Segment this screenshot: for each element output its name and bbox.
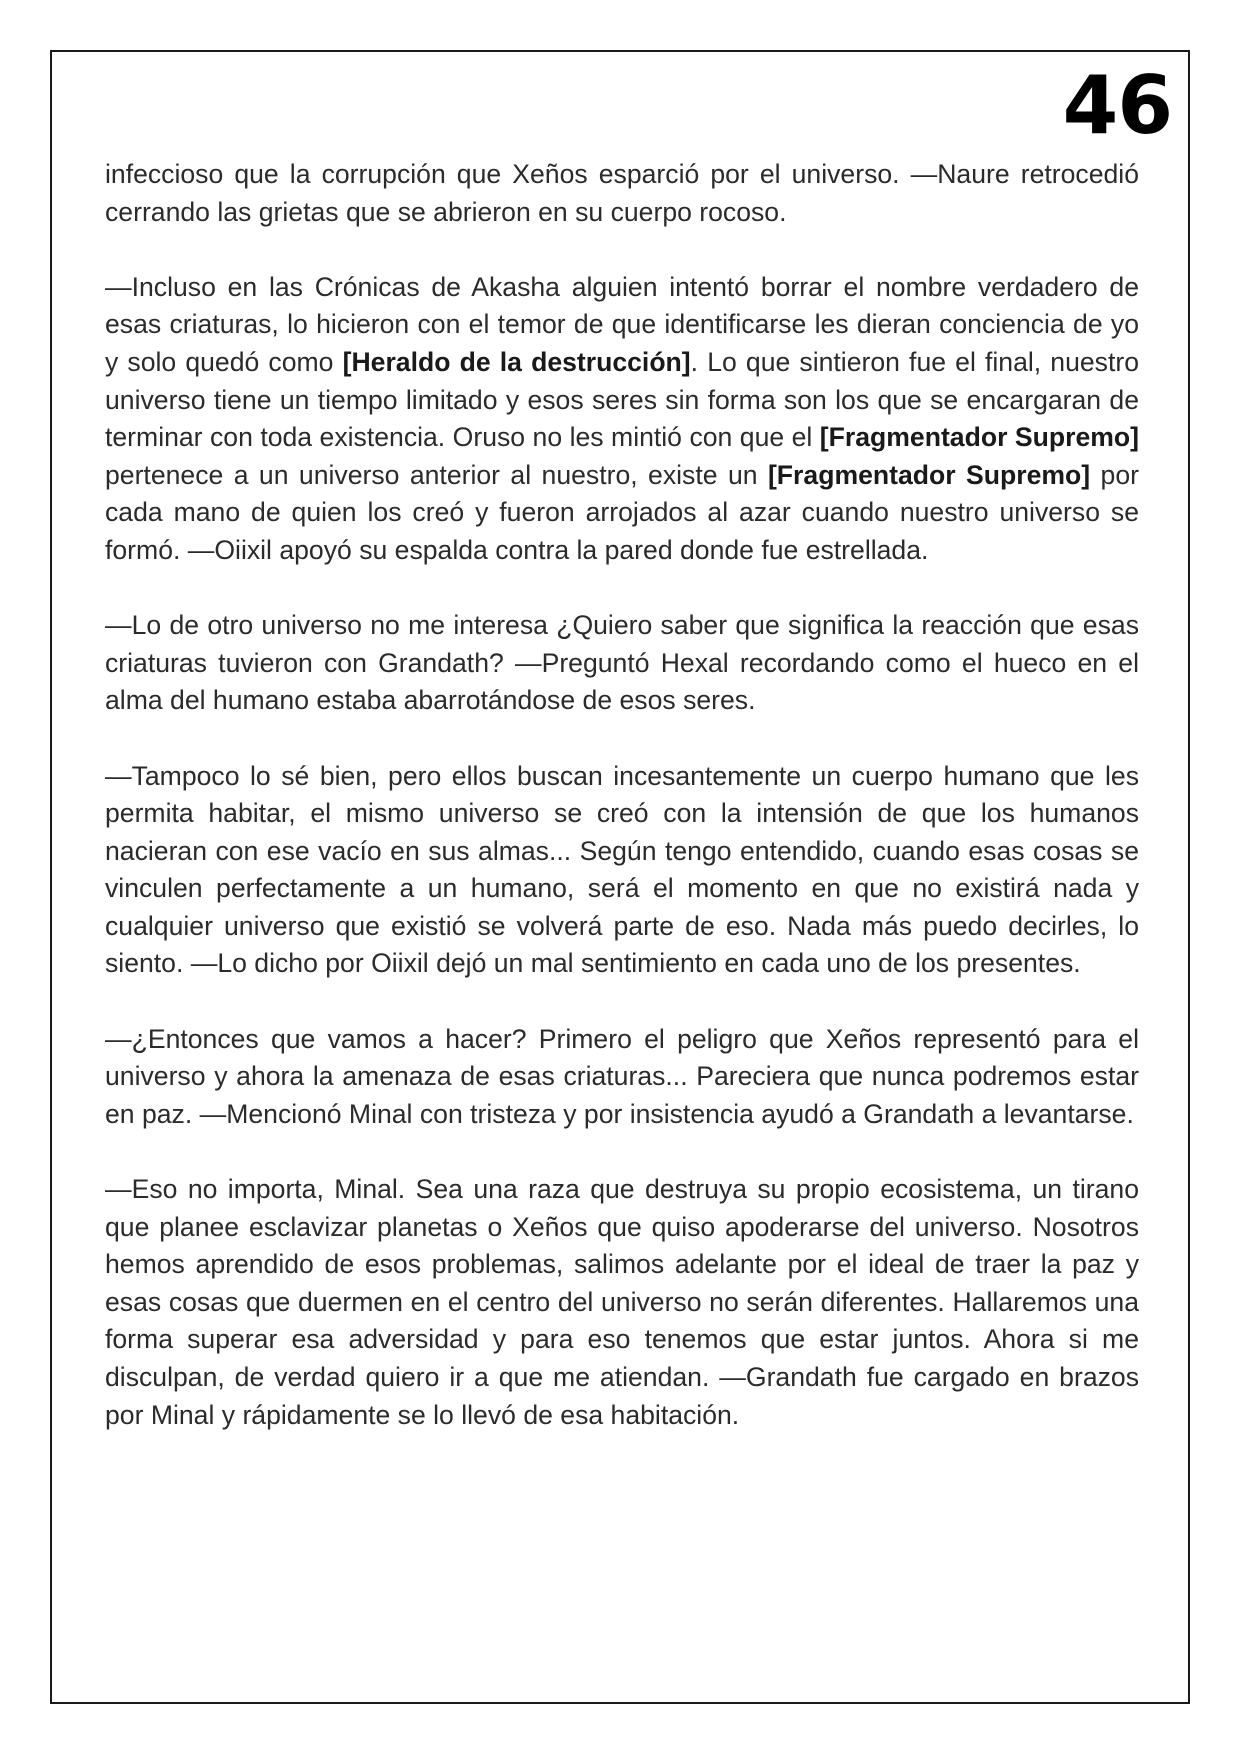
- paragraph-5: [105, 1021, 1139, 1134]
- text-segment: pertenece a un universo anterior al nuestro, existe un: [105, 459, 768, 490]
- page-number: 46: [1062, 59, 1172, 152]
- paragraph-3: [105, 607, 1139, 720]
- text-segment: —Lo de otro universo no me interesa ¿Quiero saber que significa la reacción que esas criaturas tuvieron con Grandath? —Preguntó Hexal recordando como el hueco en el alma del humano estaba abarrotándose de esos seres.: [105, 610, 1139, 716]
- page-frame: [50, 50, 1190, 1704]
- paragraph-1: [105, 156, 1139, 231]
- paragraph-2: [105, 269, 1139, 570]
- text-segment: —¿Entonces que vamos a hacer? Primero el peligro que Xeños representó para el universo y ahora la amenaza de esas criaturas... Pareciera que nunca podremos estar en paz. —Mencionó Minal con tristeza y por insistencia ayudó a Grandath a levantarse.: [105, 1023, 1139, 1129]
- text-segment: . Lo que sintieron fue el final, nuestro universo tiene un tiempo limitado y esos seres sin forma son los que se encargaran de terminar con toda existencia. Oruso no les mintió con que el: [105, 346, 1139, 453]
- text-segment: por cada mano de quien los creó y fueron arrojados al azar cuando nuestro universo se formó. —Oiixil apoyó su espalda contra la pared donde fue estrellada.: [105, 459, 1139, 565]
- bold-term-fragmentador: [Fragmentador Supremo]: [767, 459, 1091, 490]
- bold-term-fragmentador: [Fragmentador Supremo]: [819, 422, 1140, 453]
- text-segment: —Tampoco lo sé bien, pero ellos buscan incesantemente un cuerpo humano que les permita habitar, el mismo universo se creó con la intensión de que los humanos nacieran con ese vacío en sus almas... Según tengo entendido, cuando esas cosas se vinculen perfectamente a un humano, será el momento en que no existirá nada y cualquier universo que existió se volverá parte de eso. Nada más puedo decirles, lo siento. —Lo dicho por Oiixil dejó un mal sentimiento en cada uno de los presentes.: [105, 760, 1139, 979]
- bold-term-heraldo: [Heraldo de la destrucción]: [342, 346, 691, 377]
- text-segment: infeccioso que la corrupción que Xeños esparció por el universo. —Naure retrocedió cerrando las grietas que se abrieron en su cuerpo rocoso.: [105, 159, 1139, 227]
- text-segment: —Incluso en las Crónicas de Akasha alguien intentó borrar el nombre verdadero de esas criaturas, lo hicieron con el temor de que identificarse les dieran conciencia de yo y solo quedó como: [105, 271, 1139, 377]
- paragraph-6: [105, 1171, 1139, 1434]
- paragraph-4: [105, 758, 1139, 984]
- text-segment: —Eso no importa, Minal. Sea una raza que destruya su propio ecosistema, un tirano que planee esclavizar planetas o Xeños que quiso apoderarse del universo. Nosotros hemos aprendido de esos problemas, salimos adelante por el ideal de traer la paz y esas cosas que duermen en el centro del universo no serán diferentes. Hallaremos una forma superar esa adversidad y para eso tenemos que estar juntos. Ahora si me disculpan, de verdad quiero ir a que me atiendan. —Grandath fue cargado en brazos por Minal y rápidamente se lo llevó de esa habitación.: [105, 1174, 1139, 1430]
- body-text: [105, 156, 1139, 1472]
